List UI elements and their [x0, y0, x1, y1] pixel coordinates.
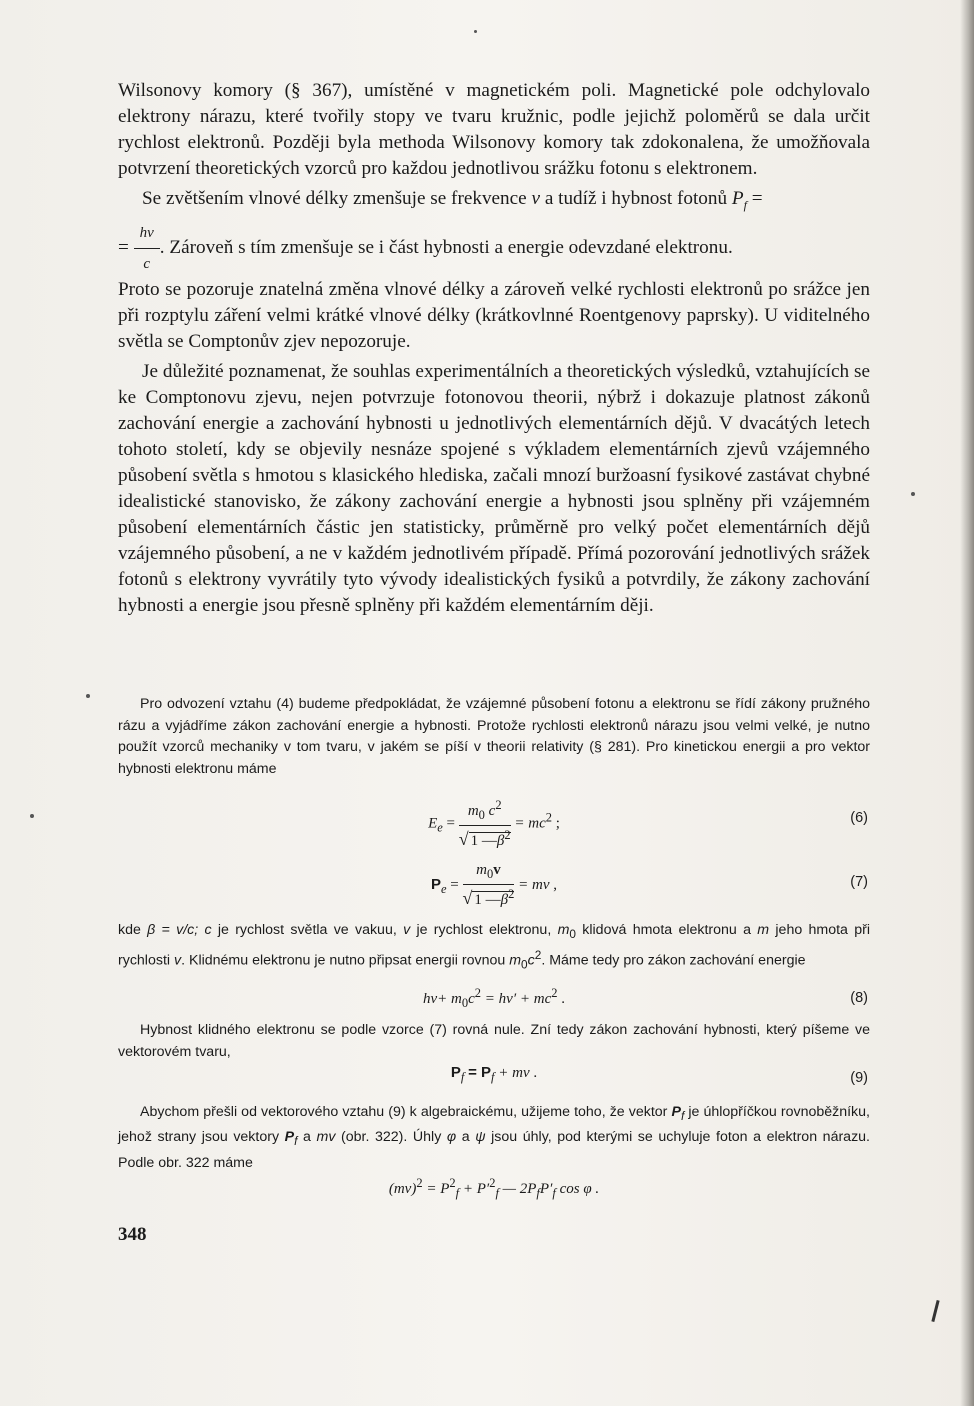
small-paragraph-2: kde β = v/c; c je rychlost světla ve vakuu, v je rychlost elektronu, $m_0$ klidová hmota elektronu a m jeho hmota při rychlosti v. Klidnému elektronu je nutno připsat energii rovnou $m_0c^2$. Máme tedy pro zákon zachování energie [118, 922, 870, 972]
small-paragraph-4: Abychom přešli od vektorového vztahu (9) k algebraickému, užijeme toho, že vektor $P_f$ je úhlopříčkou rovnoběžníku, jehož strany jsou vektory $P_f$ a mv (obr. 322). Úhly φ a ψ jsou úhly, pod kterými se uchyluje foton a elektron nárazu. Podle obr. 322 máme [118, 1104, 870, 1171]
derivation-definitions [118, 920, 870, 976]
paragraph-2: Se zvětšením vlnové délky zmenšuje se frekvence ν a tudíž i hybnost fotonů $P_f$ = [142, 188, 763, 212]
equation-8-label: (8) [850, 990, 868, 1006]
fraction-hnu-c: $\frac{h\nu}{c}$ [134, 220, 160, 277]
equation-10: $(mv)^2 = P^2_f + P'^2_f$ — $2P_fP'_f$ cos φ . [388, 1176, 600, 1200]
derivation-intro [118, 694, 870, 780]
small-paragraph-1: Pro odvození vztahu (4) budeme předpokládat, že vzájemné působení fotonu a elektronu se řídí zákony pružného rázu a vyjádříme zákon zachování energie a hybnosti. Protože rychlosti elektronů nárazu jsou velmi velké, je nutno použít vzorců mechaniky v tom tvaru, v jakém se píší v theorii relativity (§ 281). Pro kinetickou energii a pro vektor hybnosti elektronu máme [118, 696, 870, 777]
page-edge-shadow [960, 0, 974, 1406]
equation-7: $P_e$ = $\frac{m_0v}{√ 1 —\beta^2}$ = mv , (7) [430, 862, 868, 908]
equation-9: $P_f = P_f$ + mv . (9) [450, 1064, 868, 1086]
scan-mark [931, 1300, 939, 1322]
small-paragraph-3: Hybnost klidného elektronu se podle vzorce (7) rovná nule. Zní tedy zákon zachování hybnosti, který píšeme ve vektorovém tvaru, [118, 1022, 870, 1060]
vector-paragraph [118, 1102, 870, 1174]
main-text [118, 78, 870, 619]
equation-7-label: (7) [850, 874, 868, 890]
scan-speck [474, 30, 477, 33]
paragraph-2-end: Proto se pozoruje znatelná změna vlnové délky a zároveň velké rychlosti elektronů po srážce jen při rozptylu záření velmi krátké vlnové délky (krátkovlnné Roentgenovy paprsky). U viditelného světla se Comptonův zjev nepozoruje. [118, 278, 870, 352]
scan-speck [30, 814, 34, 818]
paragraph-1: Wilsonovy komory (§ 367), umístěné v magnetickém poli. Magnetické pole odchylovalo elektrony nárazu, které tvořily stopy ve tvaru kružnic, podle jejichž poloměrů se dala určit rychlost elektronů. Později byla methoda Wilsonovy komory tak zdokonalena, že umožňovala potvrzení theoretických vzorců pro každou jednotlivou srážku fotonu s elektronem. [118, 80, 870, 179]
page-number: 348 [118, 1224, 147, 1245]
scan-speck [911, 492, 915, 496]
equation-6-label: (6) [850, 810, 868, 826]
equation-8: $h\nu+ m_0c^2 = h\nu' + mc^2$ . (8) [423, 986, 868, 1010]
paragraph-3: Je důležité poznamenat, že souhlas experimentálních a theoretických výsledků, vztahujících se ke Comptonovu zjevu, nejen potvrzuje fotonovou theorii, nýbrž i dokazuje platnost zákonů zachování energie a zachování hybnosti u jednotlivých elementárních dějů. V dvacátých letech tohoto století, kdy se objevily nesnáze spojené s výkladem elementárních zjevů vzájemného působení světla s hmotou s klasického hlediska, začali mnozí buržoasní fysikové zastávat chybné idealistické stanovisko, že zákony zachování energie a hybnosti jsou splněny při vzájemném působení elementárních částic jen statisticky, průměrně pro velký počet elementárních dějů vzájemného působení, a ne v každém jednotlivém případě. Přímá pozorování jednotlivých srážek fotonů s elektrony vyvrátily tyto vývody idealistických fysiků a potvrdily, že zákony zachování hybnosti a energie jsou přesně splněny při každém elementárním ději. [118, 360, 870, 616]
paragraph-2-continued: = $\frac{h\nu}{c}$ . Zároveň s tím zmenšuje se i část hybnosti a energie odevzdané elektronu. [118, 220, 870, 277]
equation-9-label: (9) [850, 1070, 868, 1086]
equation-6: $E_e$ = $\frac{m_0 c^2}{√ 1 —\beta^2}$ = $mc^2$ ; (6) [428, 798, 868, 849]
scan-speck [86, 694, 90, 698]
momentum-paragraph [118, 1020, 870, 1063]
